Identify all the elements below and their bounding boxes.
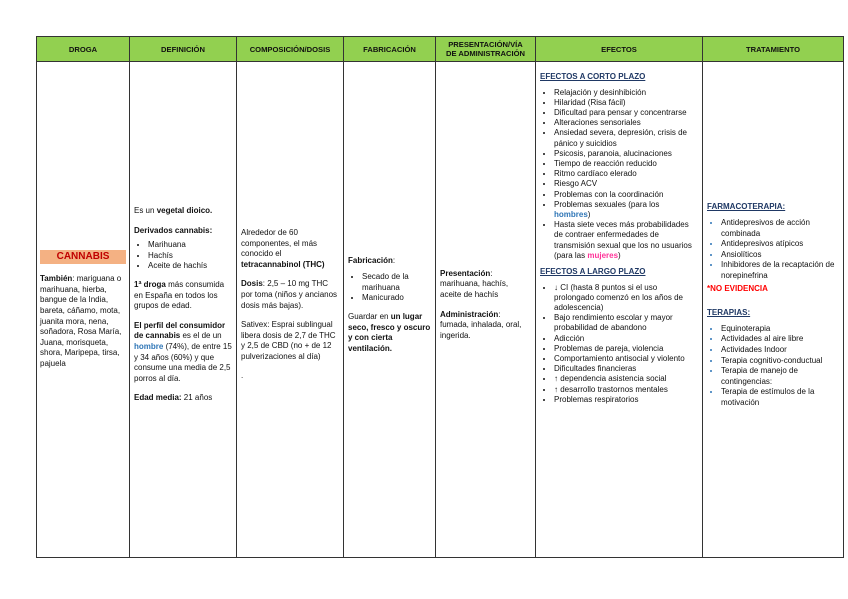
fabricacion-cell bbox=[344, 62, 436, 558]
fabricacion-list bbox=[348, 272, 431, 304]
drug-info-sheet bbox=[36, 36, 843, 558]
largo-plazo-title: EFECTOS A LARGO PLAZO bbox=[540, 267, 646, 277]
list-item: • Terapia de estímulos de la motivación bbox=[721, 387, 839, 408]
dosis: Dosis: 2,5 – 10 mg THC por toma (niños y ancianos dosis más bajas). bbox=[241, 279, 338, 310]
list-item: • Hasta siete veces más probabilidades de contraer enfermedades de transmisión sexual que los no usuarios (para las mujeres) bbox=[554, 220, 698, 261]
terapias-title: TERAPIAS: bbox=[707, 308, 751, 318]
definicion-intro: Es un vegetal dioico. bbox=[134, 206, 213, 216]
list-item: • Dificultad para pensar y concentrarse bbox=[554, 108, 698, 118]
list-item: • Aceite de hachís bbox=[148, 261, 232, 272]
list-item: • Comportamiento antisocial y violento bbox=[554, 354, 698, 364]
header-efectos: EFECTOS bbox=[536, 37, 703, 62]
list-item: • Problemas con la coordinación bbox=[554, 190, 698, 200]
list-item: • Alteraciones sensoriales bbox=[554, 118, 698, 128]
header-definicion: DEFINICIÓN bbox=[130, 37, 237, 62]
list-item: • Tiempo de reacción reducido bbox=[554, 159, 698, 169]
farmacoterapia-list bbox=[707, 218, 839, 282]
droga-cell bbox=[37, 62, 130, 558]
list-item: • Dificultades financieras bbox=[554, 364, 698, 374]
drug-table bbox=[36, 36, 844, 558]
primera-droga: 1ª droga más consumida en España en todos los grupos de edad. bbox=[134, 280, 225, 311]
no-evidencia: *NO EVIDENCIA bbox=[707, 283, 768, 293]
list-item: • Problemas sexuales (para los hombres) bbox=[554, 200, 698, 220]
administracion: Administración: fumada, inhalada, oral, ingerida. bbox=[440, 309, 522, 340]
perfil-consumidor: El perfil del consumidor de cannabis es el de un hombre (74%), de entre 15 y 34 años (60%) y que consume una media de 2,5 porros al día. bbox=[134, 320, 232, 383]
list-item: • Hachís bbox=[148, 251, 232, 262]
header-fabricacion: FABRICACIÓN bbox=[344, 37, 436, 62]
list-item: • Ansiolíticos bbox=[721, 250, 839, 261]
composicion-cell bbox=[237, 62, 344, 558]
list-item: • Bajo rendimiento escolar y mayor probabilidad de abandono bbox=[554, 313, 698, 333]
list-item: • Manicurado bbox=[362, 293, 431, 304]
cannabis-row bbox=[37, 62, 844, 558]
list-item: • Antidepresivos de acción combinada bbox=[721, 218, 839, 239]
header-droga: DROGA bbox=[37, 37, 130, 62]
tratamiento-cell bbox=[703, 62, 844, 558]
list-item: • Antidepresivos atípicos bbox=[721, 239, 839, 250]
list-item: • Actividades Indoor bbox=[721, 345, 839, 356]
list-item: • ↓ CI (hasta 8 puntos si el uso prolongado comenzó en los años de adolescencia) bbox=[554, 283, 698, 314]
farmacoterapia-title: FARMACOTERAPIA: bbox=[707, 202, 786, 212]
list-item: • ↑ dependencia asistencia social bbox=[554, 374, 698, 384]
corto-plazo-title: EFECTOS A CORTO PLAZO bbox=[540, 72, 646, 81]
terapias-list bbox=[707, 324, 839, 409]
header-composicion: COMPOSICIÓN/DOSIS bbox=[237, 37, 344, 62]
corto-plazo-list bbox=[540, 88, 698, 261]
drug-aliases: También: mariguana o marihuana, hierba, bangue de la India, bareta, cáñamo, mota, juanita mora, nena, soñadora, Rosa María, Juana, morisqueta, shora, Maripepa, tirsa, pajuela bbox=[40, 274, 122, 368]
header-tratamiento: TRATAMIENTO bbox=[703, 37, 844, 62]
list-item: • Actividades al aire libre bbox=[721, 334, 839, 345]
list-item: • Ansiedad severa, depresión, crisis de pánico y suicidios bbox=[554, 128, 698, 148]
list-item: • Marihuana bbox=[148, 240, 232, 251]
list-item: • Problemas respiratorios bbox=[554, 395, 698, 405]
list-item: • Ritmo cardíaco elerado bbox=[554, 169, 698, 179]
list-item: • Secado de la marihuana bbox=[362, 272, 431, 293]
list-item: • Hilaridad (Risa fácil) bbox=[554, 98, 698, 108]
presentacion: Presentación: marihuana, hachís, aceite de hachís bbox=[440, 268, 509, 299]
list-item: • Equinoterapia bbox=[721, 324, 839, 335]
list-item: • Adicción bbox=[554, 334, 698, 344]
largo-plazo-list bbox=[540, 283, 698, 405]
dot: . bbox=[241, 371, 244, 381]
list-item: • Problemas de pareja, violencia bbox=[554, 344, 698, 354]
presentacion-cell bbox=[436, 62, 536, 558]
drug-name: CANNABIS bbox=[40, 250, 126, 265]
derivados-label: Derivados cannabis: bbox=[134, 225, 213, 235]
componentes: Alrededor de 60 componentes, el más conocido el tetracannabinol (THC) bbox=[241, 227, 325, 269]
definicion-cell bbox=[130, 62, 237, 558]
list-item: • ↑ desarrollo trastornos mentales bbox=[554, 385, 698, 395]
list-item: • Terapia de manejo de contingencias: bbox=[721, 366, 839, 387]
derivados-list bbox=[134, 240, 232, 272]
list-item: • Psicosis, paranoia, alucinaciones bbox=[554, 149, 698, 159]
edad-media: Edad media: 21 años bbox=[134, 393, 213, 403]
almacenamiento: Guardar en un lugar seco, fresco y oscuro y con cierta ventilación. bbox=[348, 312, 431, 353]
sativex: Sativex: Esprai sublingual libera dosis de 2,7 de THC y 2,5 de CBD (no + de 12 pulverizaciones al día) bbox=[241, 320, 336, 361]
fabricacion-label: Fabricación: bbox=[348, 255, 396, 265]
list-item: • Inhibidores de la recaptación de norepinefrina bbox=[721, 260, 839, 281]
list-item: • Terapia cognitivo-conductual bbox=[721, 356, 839, 367]
header-presentacion: PRESENTACIÓN/VÍA DE ADMINISTRACIÓN bbox=[436, 37, 536, 62]
efectos-cell bbox=[536, 62, 703, 558]
list-item: • Relajación y desinhibición bbox=[554, 88, 698, 98]
list-item: • Riesgo ACV bbox=[554, 179, 698, 189]
header-row bbox=[37, 37, 844, 62]
